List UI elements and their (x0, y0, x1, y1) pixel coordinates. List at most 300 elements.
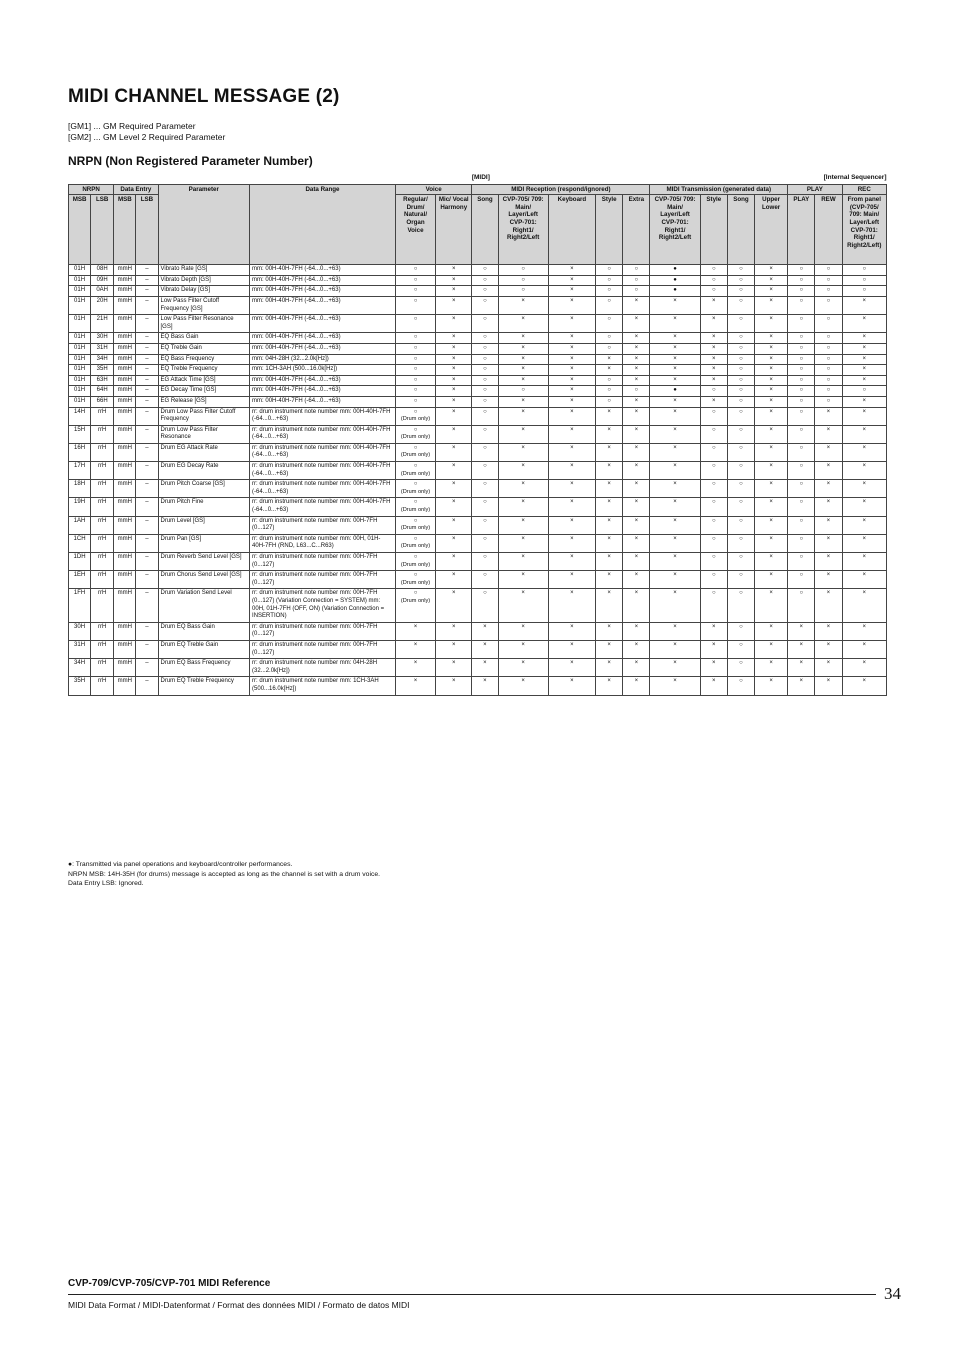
tx-song-cell (727, 498, 754, 516)
table-row (69, 462, 887, 480)
parameter-cell (158, 396, 250, 407)
rec-cell (842, 425, 886, 443)
play-cell-value: ○ (799, 276, 804, 283)
rx-keyboard-cell (548, 315, 595, 333)
header-nrpn-msb: MSB (69, 195, 91, 265)
rx-style-cell (596, 315, 623, 333)
rx-keyboard-cell-value: × (570, 481, 574, 488)
nrpn-lsb-cell (91, 553, 114, 571)
parameter-cell (158, 622, 250, 640)
nrpn-msb-cell (69, 275, 91, 286)
nrpn-lsb-cell-value: 63H (96, 376, 108, 383)
data-lsb-cell (136, 640, 158, 658)
rx-extra-cell-value: ○ (634, 387, 639, 394)
parameter-cell-value: Drum Chorus Send Level [GS] (160, 572, 242, 579)
nrpn-lsb-cell (91, 534, 114, 552)
rx-extra-cell (623, 275, 650, 286)
data-range-cell-value: rr: drum instrument note number mm: 00H-40H-7FH (-64...0...+63) (252, 444, 391, 459)
rx-keyboard-cell (548, 365, 595, 376)
tx-cvp-cell (650, 659, 700, 677)
nrpn-lsb-cell (91, 640, 114, 658)
parameter-cell-value: Drum EQ Bass Frequency (160, 660, 231, 667)
play-cell-value: ○ (799, 535, 804, 542)
parameter-cell-value: Drum Reverb Send Level [GS] (160, 554, 242, 560)
rew-cell-value: × (826, 623, 831, 630)
play-cell (788, 553, 815, 571)
tx-song-cell (727, 534, 754, 552)
rx-style-cell-value: × (607, 590, 611, 597)
rx-style-cell-value: × (607, 499, 611, 506)
data-lsb-cell-value: – (145, 344, 149, 351)
nrpn-lsb-cell (91, 589, 114, 622)
data-range-cell-value: mm: 00H-40H-7FH (-64...0...+63) (252, 276, 341, 283)
rec-cell (842, 553, 886, 571)
rec-cell (842, 296, 886, 314)
tx-cvp-cell (650, 553, 700, 571)
voice-regular-cell (395, 571, 435, 589)
data-msb-cell-value: mmH (117, 572, 132, 579)
voice-mic-cell (436, 296, 472, 314)
tx-cvp-cell-value: × (673, 535, 677, 542)
rew-cell (815, 516, 842, 534)
rx-cvp-cell-value: × (521, 344, 525, 351)
rx-song-cell-value: ○ (483, 355, 487, 362)
voice-mic-cell (436, 396, 472, 407)
play-cell-value: ○ (799, 334, 804, 341)
data-msb-cell (114, 534, 136, 552)
play-cell-value: ○ (799, 554, 804, 560)
rew-cell-value: ○ (826, 366, 831, 373)
voice-mic-cell-value: × (451, 397, 456, 404)
header-tx-style: Style (700, 195, 727, 265)
tx-cvp-cell (650, 275, 700, 286)
rx-cvp-cell (498, 640, 548, 658)
nrpn-lsb-cell-value: 21H (96, 316, 108, 323)
rx-keyboard-cell (548, 286, 595, 297)
nrpn-lsb-cell (91, 286, 114, 297)
voice-mic-cell-value: × (451, 376, 456, 383)
data-msb-cell-value: mmH (117, 590, 132, 597)
rx-keyboard-cell-value: × (570, 660, 574, 667)
tx-cvp-cell-value: × (673, 517, 677, 524)
play-cell (788, 640, 815, 658)
header-rx-keyboard: Keyboard (548, 195, 595, 265)
rx-style-cell (596, 265, 623, 276)
tx-style-cell (700, 275, 727, 286)
rx-keyboard-cell (548, 534, 595, 552)
voice-mic-cell (436, 386, 472, 397)
data-msb-cell (114, 659, 136, 677)
header-nrpn-lsb: LSB (91, 195, 114, 265)
nrpn-lsb-cell-value: 0AH (96, 287, 109, 294)
parameter-cell (158, 571, 250, 589)
rec-cell (842, 396, 886, 407)
tx-song-cell (727, 296, 754, 314)
data-msb-cell (114, 462, 136, 480)
rx-keyboard-cell (548, 553, 595, 571)
tx-upper-lower-cell (755, 354, 788, 365)
nrpn-msb-cell (69, 375, 91, 386)
tx-song-cell-value: ○ (739, 517, 743, 524)
rx-extra-cell-value: × (634, 499, 639, 506)
data-lsb-cell-value: – (145, 334, 149, 341)
nrpn-msb-cell (69, 396, 91, 407)
tx-upper-lower-cell (755, 375, 788, 386)
rx-song-cell (472, 386, 498, 397)
rx-cvp-cell (498, 443, 548, 461)
rx-style-cell (596, 659, 623, 677)
footnote-transmitted: ●: Transmitted via panel operations and keyboard/controller performances. (68, 861, 293, 868)
data-lsb-cell (136, 365, 158, 376)
voice-mic-cell (436, 333, 472, 344)
header-rec: REC (842, 184, 886, 195)
parameter-cell (158, 677, 250, 695)
play-cell (788, 386, 815, 397)
voice-regular-cell-value: ○ (413, 276, 418, 283)
tx-upper-lower-cell-value: × (769, 276, 773, 283)
rx-style-cell (596, 333, 623, 344)
rx-keyboard-cell-value: × (570, 387, 574, 394)
play-cell (788, 375, 815, 386)
rx-song-cell (472, 425, 498, 443)
tx-song-cell (727, 553, 754, 571)
rx-extra-cell-value: × (634, 297, 639, 304)
rec-cell (842, 354, 886, 365)
data-range-cell-value: rr: drum instrument note number mm: 00H, 01H-40H-7FH (RND, L63...C...R63) (252, 535, 381, 550)
data-range-cell (250, 498, 396, 516)
tx-upper-lower-cell (755, 571, 788, 589)
tx-song-cell (727, 343, 754, 354)
tx-cvp-cell (650, 534, 700, 552)
tx-style-cell (700, 498, 727, 516)
rx-keyboard-cell-value: × (570, 408, 574, 415)
rx-extra-cell-value: × (634, 334, 639, 341)
rew-cell (815, 677, 842, 695)
tx-song-cell-value: ○ (739, 355, 743, 362)
drum-only-note: (Drum only) (400, 416, 431, 423)
nrpn-lsb-cell-value: rrH (98, 641, 107, 648)
rx-extra-cell-value: × (634, 623, 639, 630)
tx-style-cell-value: ○ (711, 426, 716, 433)
table-body (69, 265, 887, 695)
data-range-cell (250, 275, 396, 286)
rew-cell-value: × (826, 408, 831, 415)
nrpn-lsb-cell (91, 498, 114, 516)
rec-cell-value: × (862, 408, 867, 415)
nrpn-msb-cell-value: 01H (74, 287, 86, 294)
table-row (69, 396, 887, 407)
rx-song-cell-value: ○ (483, 387, 487, 394)
play-cell-value: ○ (799, 266, 804, 273)
data-lsb-cell-value: – (145, 481, 149, 488)
rx-cvp-cell-value: × (521, 535, 525, 542)
data-lsb-cell-value: – (145, 266, 149, 273)
rew-cell (815, 386, 842, 397)
play-cell-value: ○ (799, 376, 804, 383)
data-range-cell (250, 553, 396, 571)
rx-keyboard-cell-value: × (570, 623, 574, 630)
voice-mic-cell (436, 677, 472, 695)
data-msb-cell (114, 571, 136, 589)
data-lsb-cell-value: – (145, 387, 149, 394)
tx-song-cell-value: ○ (739, 408, 743, 415)
tx-style-cell (700, 343, 727, 354)
rew-cell-value: ○ (826, 344, 831, 351)
data-range-cell-value: rr: drum instrument note number mm: 00H-7FH (0...127) (252, 572, 378, 586)
rx-keyboard-cell (548, 589, 595, 622)
rx-style-cell (596, 386, 623, 397)
nrpn-msb-cell (69, 659, 91, 677)
rx-extra-cell-value: × (634, 641, 639, 648)
voice-mic-cell-value: × (451, 287, 456, 294)
nrpn-msb-cell-value: 1EH (73, 572, 86, 579)
data-lsb-cell-value: – (145, 554, 149, 560)
rx-style-cell-value: × (607, 572, 611, 579)
tx-upper-lower-cell-value: × (769, 590, 773, 597)
rec-cell (842, 286, 886, 297)
rx-song-cell-value: ○ (483, 481, 487, 488)
voice-regular-cell (395, 375, 435, 386)
rx-style-cell (596, 407, 623, 425)
tx-cvp-cell (650, 396, 700, 407)
parameter-cell (158, 480, 250, 498)
table-row (69, 516, 887, 534)
voice-mic-cell (436, 275, 472, 286)
parameter-cell-value: Vibrato Rate [GS] (160, 266, 208, 273)
rx-song-cell-value: ○ (483, 426, 487, 433)
tx-style-cell-value: ○ (711, 276, 716, 283)
rx-song-cell-value: ○ (483, 463, 487, 470)
rx-cvp-cell-value: × (521, 481, 525, 488)
tx-song-cell (727, 571, 754, 589)
rx-song-cell-value: ○ (483, 316, 487, 323)
rx-extra-cell-value: × (634, 590, 639, 597)
drum-only-note: (Drum only) (400, 597, 431, 604)
parameter-cell (158, 498, 250, 516)
tx-style-cell-value: × (712, 344, 716, 351)
header-tx-upper-lower: Upper Lower (755, 195, 788, 265)
parameter-cell (158, 375, 250, 386)
rx-song-cell-value: ○ (483, 408, 487, 415)
play-cell (788, 498, 815, 516)
parameter-cell-value: EQ Bass Gain (160, 334, 199, 341)
tx-style-cell (700, 365, 727, 376)
data-msb-cell-value: mmH (117, 426, 132, 433)
tx-song-cell-value: ○ (739, 366, 743, 373)
rx-cvp-cell (498, 553, 548, 571)
rx-style-cell (596, 443, 623, 461)
voice-regular-cell-value: ○ (413, 366, 418, 373)
voice-regular-cell-value: ○ (413, 590, 418, 597)
tx-cvp-cell-value: × (673, 334, 677, 341)
tx-song-cell-value: ○ (739, 481, 743, 488)
data-range-cell (250, 462, 396, 480)
tx-song-cell (727, 333, 754, 344)
tx-cvp-cell (650, 315, 700, 333)
nrpn-lsb-cell (91, 365, 114, 376)
voice-regular-cell (395, 443, 435, 461)
rec-cell-value: × (862, 366, 867, 373)
nrpn-lsb-cell-value: rrH (98, 535, 107, 542)
rx-extra-cell (623, 354, 650, 365)
rx-keyboard-cell (548, 677, 595, 695)
table-row (69, 343, 887, 354)
data-msb-cell-value: mmH (117, 554, 132, 560)
rx-cvp-cell-value: × (521, 554, 525, 560)
tx-style-cell-value: ○ (711, 444, 716, 451)
rec-cell-value: × (862, 344, 867, 351)
data-msb-cell-value: mmH (117, 366, 132, 373)
rx-song-cell-value: ○ (483, 397, 487, 404)
drum-only-note: (Drum only) (400, 543, 431, 550)
parameter-cell-value: Drum Variation Send Level (160, 590, 232, 597)
tx-upper-lower-cell-value: × (769, 397, 773, 404)
data-msb-cell-value: mmH (117, 376, 132, 383)
data-lsb-cell (136, 375, 158, 386)
tx-cvp-cell (650, 343, 700, 354)
rx-style-cell (596, 365, 623, 376)
voice-mic-cell (436, 375, 472, 386)
rec-cell-value: × (862, 334, 867, 341)
parameter-cell-value: Vibrato Depth [GS] (160, 276, 211, 283)
rew-cell-value: ○ (826, 287, 831, 294)
rx-cvp-cell-value: ○ (521, 276, 525, 283)
data-lsb-cell (136, 354, 158, 365)
tx-upper-lower-cell-value: × (769, 408, 773, 415)
nrpn-msb-cell (69, 265, 91, 276)
play-cell (788, 589, 815, 622)
parameter-cell-value: Vibrato Delay [GS] (160, 287, 211, 294)
nrpn-msb-cell-value: 19H (74, 499, 86, 506)
voice-regular-cell-value: ○ (413, 266, 418, 273)
nrpn-lsb-cell (91, 386, 114, 397)
nrpn-msb-cell (69, 286, 91, 297)
data-range-cell-value: rr: drum instrument note number mm: 00H-7FH (0...127) (252, 641, 378, 656)
rx-song-cell-value: ○ (483, 276, 487, 283)
table-row (69, 286, 887, 297)
voice-regular-cell-value: ○ (413, 397, 418, 404)
rx-extra-cell (623, 498, 650, 516)
voice-mic-cell (436, 407, 472, 425)
rec-cell-value: × (862, 572, 867, 579)
rx-extra-cell (623, 375, 650, 386)
voice-regular-cell (395, 407, 435, 425)
tx-song-cell (727, 315, 754, 333)
rx-style-cell (596, 286, 623, 297)
tx-style-cell (700, 443, 727, 461)
data-lsb-cell-value: – (145, 444, 149, 451)
nrpn-lsb-cell-value: 31H (96, 344, 108, 351)
tx-upper-lower-cell-value: × (769, 266, 773, 273)
data-range-cell-value: rr: drum instrument note number mm: 04H-28H (32...2.0k[Hz]) (252, 660, 378, 674)
nrpn-lsb-cell (91, 333, 114, 344)
nrpn-lsb-cell-value: rrH (98, 678, 107, 685)
rec-cell-value: × (862, 554, 867, 560)
voice-regular-cell (395, 516, 435, 534)
rew-cell (815, 343, 842, 354)
nrpn-lsb-cell (91, 443, 114, 461)
rx-extra-cell (623, 659, 650, 677)
tx-cvp-cell (650, 365, 700, 376)
rew-cell (815, 480, 842, 498)
parameter-cell-value: Drum EQ Bass Gain (160, 623, 215, 630)
rx-cvp-cell-value: × (521, 641, 525, 648)
rec-cell-value: × (862, 376, 867, 383)
rx-keyboard-cell (548, 443, 595, 461)
parameter-cell-value: EG Decay Time [GS] (160, 387, 217, 394)
nrpn-lsb-cell-value: rrH (98, 623, 107, 630)
rx-keyboard-cell-value: × (570, 297, 574, 304)
voice-regular-cell-value: ○ (413, 444, 418, 451)
voice-regular-cell-value: × (413, 678, 418, 685)
rx-extra-cell (623, 516, 650, 534)
rx-style-cell (596, 677, 623, 695)
tx-style-cell-value: ○ (711, 408, 716, 415)
tx-cvp-cell (650, 480, 700, 498)
data-msb-cell-value: mmH (117, 387, 132, 394)
nrpn-msb-cell-value: 01H (74, 355, 86, 362)
tx-cvp-cell-value: × (673, 344, 677, 351)
rx-cvp-cell-value: × (521, 334, 525, 341)
rx-style-cell (596, 343, 623, 354)
voice-mic-cell (436, 354, 472, 365)
table-row (69, 498, 887, 516)
rec-cell (842, 375, 886, 386)
rew-cell-value: ○ (826, 334, 831, 341)
rx-extra-cell-value: × (634, 660, 639, 667)
data-range-cell (250, 407, 396, 425)
nrpn-msb-cell-value: 01H (74, 376, 86, 383)
play-cell (788, 286, 815, 297)
rew-cell (815, 396, 842, 407)
rx-extra-cell-value: ○ (634, 287, 639, 294)
data-lsb-cell-value: – (145, 660, 149, 667)
table-row (69, 407, 887, 425)
parameter-cell (158, 315, 250, 333)
voice-mic-cell-value: × (451, 623, 456, 630)
rx-extra-cell (623, 265, 650, 276)
play-cell (788, 296, 815, 314)
nrpn-lsb-cell-value: rrH (98, 517, 107, 524)
voice-regular-cell (395, 315, 435, 333)
data-range-cell-value: mm: 00H-40H-7FH (-64...0...+63) (252, 397, 341, 404)
tx-cvp-cell (650, 333, 700, 344)
rec-cell-value: × (862, 463, 867, 470)
rx-song-cell (472, 571, 498, 589)
tx-song-cell-value: ○ (739, 426, 743, 433)
data-range-cell-value: mm: 04H-28H (32...2.0k[Hz]) (252, 355, 329, 362)
section-title: NRPN (Non Registered Parameter Number) (68, 154, 313, 168)
rew-cell-value: × (826, 535, 831, 542)
data-range-cell (250, 365, 396, 376)
play-cell-value: × (799, 660, 804, 667)
rx-cvp-cell (498, 622, 548, 640)
tx-cvp-cell-value: ● (673, 287, 677, 294)
voice-regular-cell-value: × (413, 641, 418, 648)
rec-cell (842, 534, 886, 552)
rx-song-cell (472, 315, 498, 333)
data-msb-cell-value: mmH (117, 641, 132, 648)
rx-cvp-cell-value: × (521, 678, 525, 685)
data-msb-cell (114, 480, 136, 498)
tx-cvp-cell-value: × (673, 426, 677, 433)
data-msb-cell (114, 443, 136, 461)
tx-style-cell-value: ○ (711, 572, 716, 579)
parameter-cell-value: Drum Low Pass Filter Cutoff Frequency (160, 408, 236, 423)
nrpn-msb-cell (69, 315, 91, 333)
table-row (69, 659, 887, 677)
nrpn-lsb-cell-value: 08H (96, 266, 108, 273)
